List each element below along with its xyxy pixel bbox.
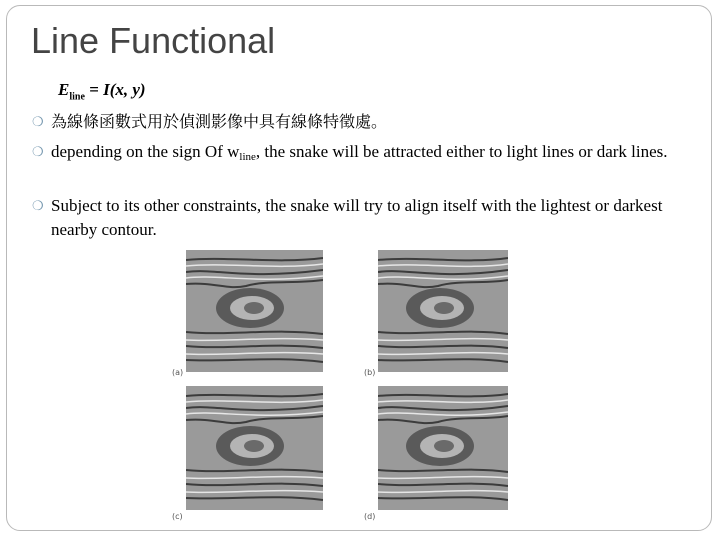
figure-label-b: (b) (364, 368, 376, 377)
equation-lhs: E (58, 80, 70, 99)
bullet-text: Subject to its other constraints, the snake will try to align itself with the lightest or darkest nearby contour. (51, 196, 663, 239)
wood-grain-image-c (186, 386, 323, 510)
line-energy-equation (58, 80, 146, 102)
bullet-text-end: , the snake will be attracted either to light lines or dark lines. (255, 142, 668, 161)
bullet-item (32, 110, 701, 134)
equation-rhs: = I(x, y) (89, 80, 146, 99)
wood-grain-image-a (186, 250, 323, 372)
bullet-icon: ❍ (32, 198, 44, 213)
bullet-icon: ❍ (32, 114, 44, 129)
bullet-icon: ❍ (32, 144, 44, 159)
bullet-text (32, 140, 701, 169)
figure-label-c: (c) (172, 512, 183, 521)
figure-label-a: (a) (172, 368, 184, 377)
wood-grain-image-d (378, 386, 508, 510)
slide-title: Line Functional (31, 20, 276, 61)
figure-label-d: (d) (364, 512, 376, 521)
bullet-text: 為線條函數式用於偵測影像中具有線條特徵處。 (51, 112, 388, 131)
bullet-text-start: depending on the sign Of w (51, 142, 240, 161)
bullet-item (32, 140, 701, 169)
wood-grain-image-b (378, 250, 508, 372)
bullet-item (32, 194, 701, 242)
equation-lhs-subscript: line (69, 91, 85, 103)
weight-subscript: line (239, 151, 256, 163)
